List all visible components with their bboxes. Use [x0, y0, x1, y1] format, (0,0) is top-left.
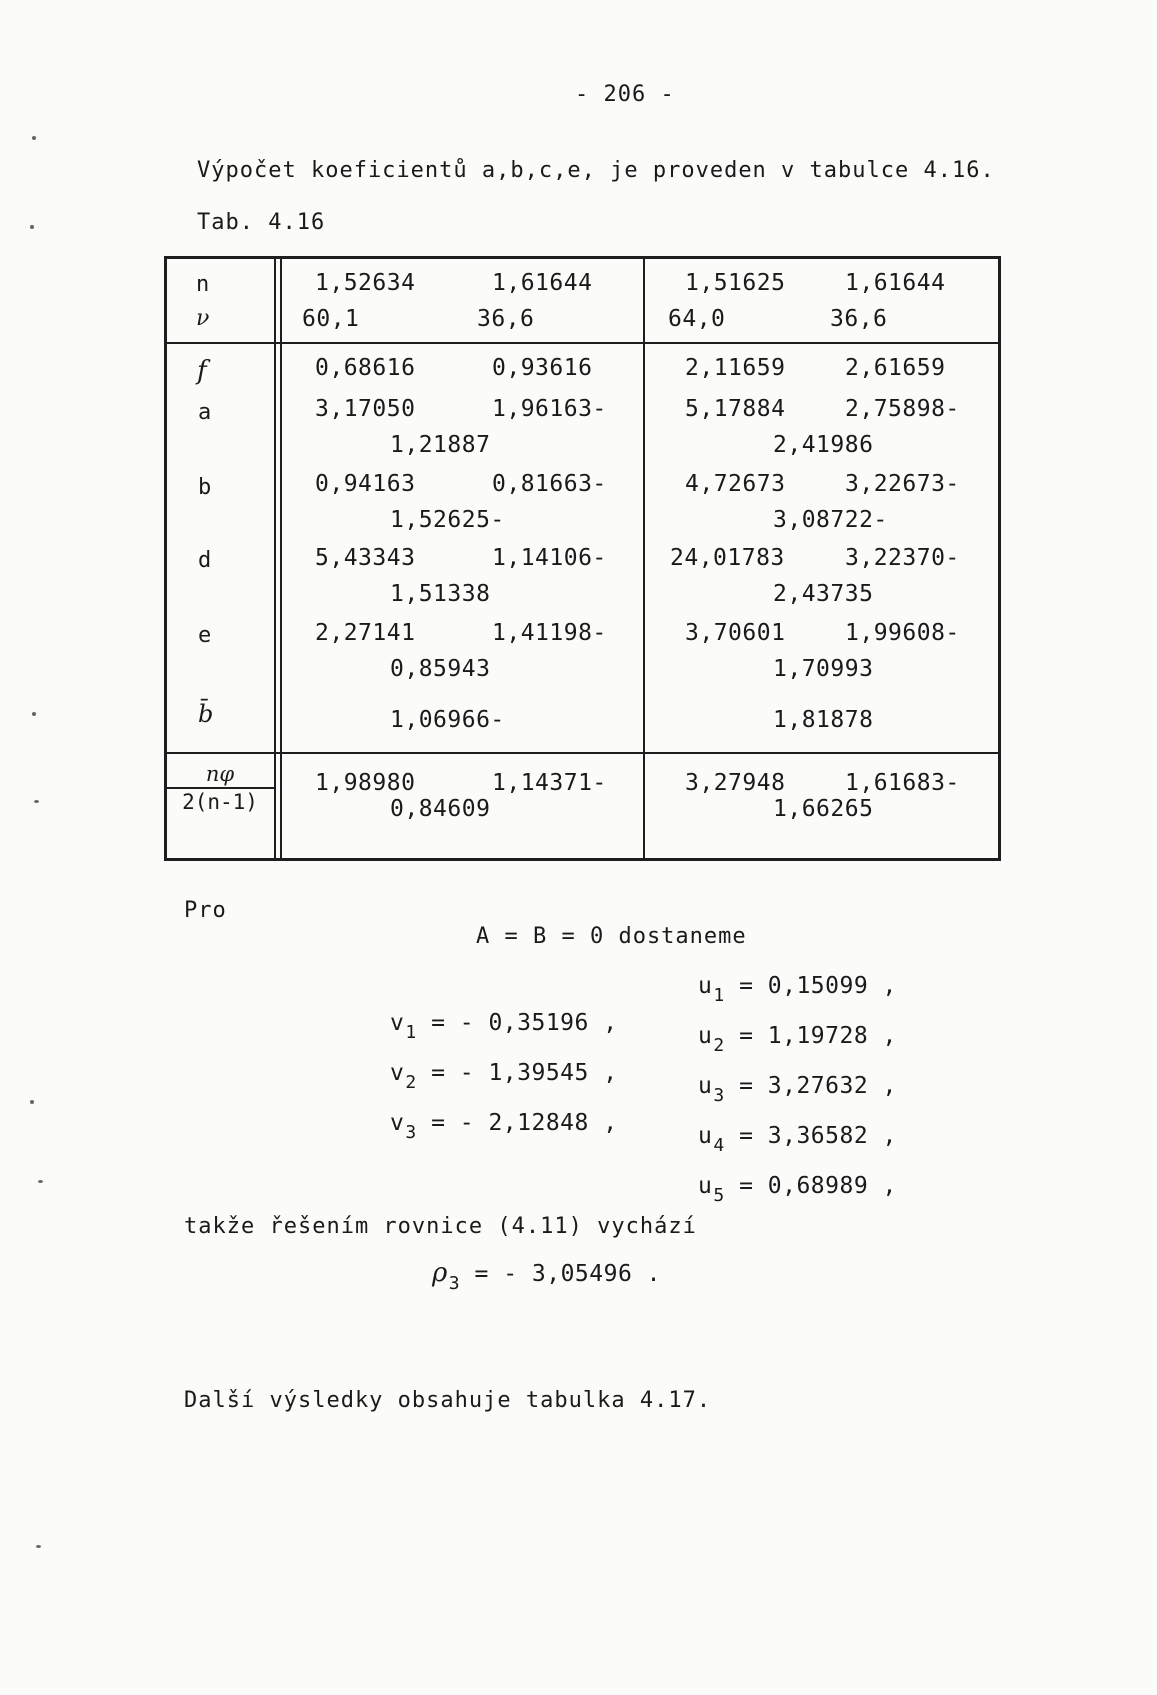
rho3-equation: $\rho_3$ = - 3,05496 . [432, 1258, 662, 1294]
u2-equation: $u_2 = 1,19728$ , [698, 1023, 897, 1056]
scan-speck [38, 1180, 43, 1183]
row-label-n: n [196, 272, 210, 297]
u1-equation: $u_1 = 0,15099$ , [698, 973, 897, 1006]
cell-nphi-left-sub: 0,84609 [390, 796, 491, 822]
cell-d-left-sub: 1,51338 [390, 581, 491, 607]
cell-nu-right-1: 64,0 [668, 306, 726, 332]
cell-bbar-left: 1,06966- [390, 707, 505, 733]
solution-line: takže řešením rovnice (4.11) vychází [184, 1214, 697, 1239]
cell-bbar-right: 1,81878 [773, 707, 874, 733]
cell-a-right-2: 2,75898- [845, 396, 960, 422]
u5-equation: $u_5 = 0,68989$ , [698, 1173, 897, 1206]
cell-b-right-2: 3,22673- [845, 471, 960, 497]
cell-nphi-right-sub: 1,66265 [773, 796, 874, 822]
u4-equation: $u_4 = 3,36582$ , [698, 1123, 897, 1156]
cell-b-left-2: 0,81663- [492, 471, 607, 497]
row-label-b: b [198, 475, 212, 500]
cell-d-right-sub: 2,43735 [773, 581, 874, 607]
cell-nphi-left-2: 1,14371- [492, 770, 607, 796]
pro-label: Pro [184, 898, 227, 923]
fraction-bar [165, 787, 275, 789]
cell-d-left-1: 5,43343 [315, 545, 416, 571]
table-caption: Tab. 4.16 [197, 210, 326, 235]
scan-speck [30, 1100, 34, 1104]
row-label-e: e [198, 623, 212, 648]
cell-b-left-sub: 1,52625- [390, 507, 505, 533]
cell-f-left-1: 0,68616 [315, 355, 416, 381]
row-label-d: d [198, 548, 212, 573]
cell-a-right-1: 5,17884 [685, 396, 786, 422]
cell-nu-left-2: 36,6 [477, 306, 535, 332]
fraction-denominator: 2(n-1) [182, 790, 258, 814]
cell-n-left-2: 1,61644 [492, 270, 593, 296]
cell-b-right-1: 4,72673 [685, 471, 786, 497]
cell-a-left-2: 1,96163- [492, 396, 607, 422]
row-label-f: f [197, 356, 207, 386]
cell-n-right-1: 1,51625 [685, 270, 786, 296]
scan-speck [30, 225, 34, 229]
cell-e-left-sub: 0,85943 [390, 656, 491, 682]
cell-e-right-2: 1,99608- [845, 620, 960, 646]
fraction-numerator: nφ [205, 762, 235, 786]
cell-f-right-2: 2,61659 [845, 355, 946, 381]
u3-equation: $u_3 = 3,27632$ , [698, 1073, 897, 1106]
cell-e-left-1: 2,27141 [315, 620, 416, 646]
closing-line: Další výsledky obsahuje tabulka 4.17. [184, 1388, 712, 1413]
scan-speck [32, 136, 36, 140]
cell-nphi-right-2: 1,61683- [845, 770, 960, 796]
cell-n-left-1: 1,52634 [315, 270, 416, 296]
page-number: - 206 - [575, 82, 675, 107]
cell-nu-left-1: 60,1 [302, 306, 360, 332]
row-label-b-bar: b̄ [198, 700, 214, 728]
cell-d-right-2: 3,22370- [845, 545, 960, 571]
cell-d-left-2: 1,14106- [492, 545, 607, 571]
scan-speck [36, 1545, 41, 1548]
v3-equation: $v_3$ = - 2,12848 , [390, 1110, 618, 1143]
cell-e-left-2: 1,41198- [492, 620, 607, 646]
cell-a-left-1: 3,17050 [315, 396, 416, 422]
cell-n-right-2: 1,61644 [845, 270, 946, 296]
cell-a-left-sub: 1,21887 [390, 432, 491, 458]
cell-nphi-left-1: 1,98980 [315, 770, 416, 796]
intro-line: Výpočet koeficientů a,b,c,e, je proveden v tabulce 4.16. [197, 158, 995, 183]
cell-f-left-2: 0,93616 [492, 355, 593, 381]
cell-e-right-sub: 1,70993 [773, 656, 874, 682]
v1-equation: $v_1$ = - 0,35196 , [390, 1010, 618, 1043]
cell-d-right-1: 24,01783 [670, 545, 785, 571]
cell-a-right-sub: 2,41986 [773, 432, 874, 458]
row-label-a: a [198, 400, 212, 425]
condition-line: A = B = 0 dostaneme [476, 924, 747, 949]
row-label-nu: ν [196, 306, 210, 331]
row-label-n-phi-fraction [165, 762, 275, 814]
scan-speck [34, 800, 39, 803]
scan-speck [32, 712, 36, 716]
cell-b-left-1: 0,94163 [315, 471, 416, 497]
cell-nphi-right-1: 3,27948 [685, 770, 786, 796]
cell-b-right-sub: 3,08722- [773, 507, 888, 533]
cell-f-right-1: 2,11659 [685, 355, 786, 381]
v2-equation: $v_2$ = - 1,39545 , [390, 1060, 618, 1093]
cell-nu-right-2: 36,6 [830, 306, 888, 332]
cell-e-right-1: 3,70601 [685, 620, 786, 646]
